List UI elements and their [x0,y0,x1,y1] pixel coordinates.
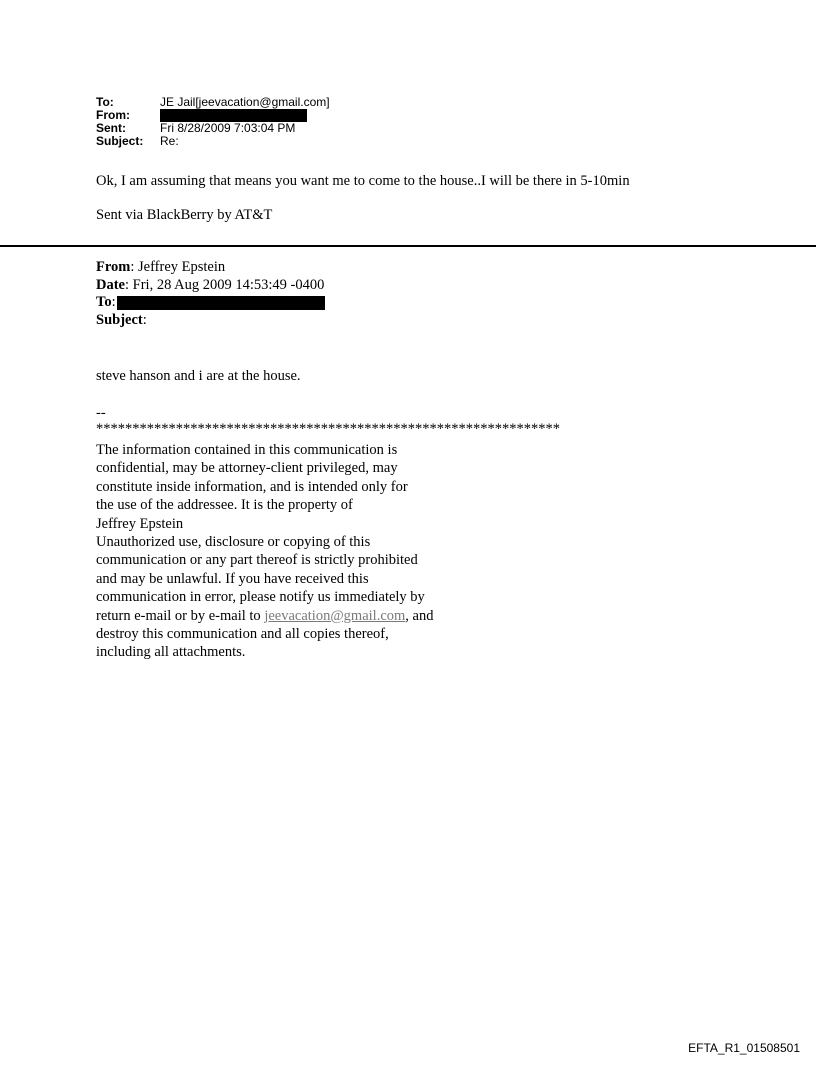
disclaimer-line: including all attachments. [96,644,246,661]
disclaimer-line: communication in error, please notify us immediately by [96,589,425,606]
reply-body: Ok, I am assuming that means you want me to come to the house..I will be there in 5-10min [96,173,630,189]
disclaimer [96,441,433,662]
fwd-subject-label: Subject [96,311,143,328]
disclaimer-line: destroy this communication and all copies thereof, [96,625,389,642]
fwd-date-value: : Fri, 28 Aug 2009 14:53:49 -0400 [125,276,325,293]
reply-signature: Sent via BlackBerry by AT&T [96,207,273,223]
to-value: JE Jail[jeevacation@gmail.com] [160,95,330,109]
disclaimer-line: The information contained in this communication is [96,442,398,458]
header-to-row [96,96,330,109]
to-label: To: [96,95,114,109]
fwd-from-row [96,259,325,277]
document-id: EFTA_R1_01508501 [688,1041,800,1055]
fwd-to-label: To [96,294,112,310]
disclaimer-line-prefix: return e-mail or by e-mail to [96,607,265,624]
fwd-to-value: : [111,294,116,310]
forwarded-header [96,259,325,329]
disclaimer-line-with-link [96,607,433,625]
forwarded-body: steve hanson and i are at the house. [96,368,301,384]
fwd-subject-value: : [142,311,147,328]
header-subject-row [96,135,330,148]
sent-label: Sent: [96,121,126,135]
signature-separator: -- [96,405,106,421]
disclaimer-line: Unauthorized use, disclosure or copying of this [96,533,371,550]
sent-value: Fri 8/28/2009 7:03:04 PM [160,121,296,135]
email-header [96,96,330,148]
fwd-subject-row [96,312,325,330]
fwd-to-row [96,294,325,312]
asterisk-divider: **************************************************************** [96,421,560,437]
disclaimer-line: and may be unlawful. If you have received this [96,570,369,587]
fwd-date-row [96,277,325,295]
disclaimer-line: the use of the addressee. It is the property of [96,497,353,514]
fwd-from-value: : Jeffrey Epstein [130,259,226,275]
fwd-date-label: Date [96,276,125,293]
from-label: From: [96,108,130,122]
disclaimer-line: constitute inside information, and is intended only for [96,478,408,495]
fwd-from-label: From [96,259,131,275]
disclaimer-line: Jeffrey Epstein [96,515,184,532]
disclaimer-line-suffix: , and [405,607,434,624]
subject-value: Re: [160,134,179,148]
redaction-box [117,296,325,310]
disclaimer-line: communication or any part thereof is strictly prohibited [96,552,418,569]
email-link[interactable]: jeevacation@gmail.com [264,607,406,624]
disclaimer-line: confidential, may be attorney-client privileged, may [96,460,398,477]
subject-label: Subject: [96,134,144,148]
divider [0,245,816,247]
